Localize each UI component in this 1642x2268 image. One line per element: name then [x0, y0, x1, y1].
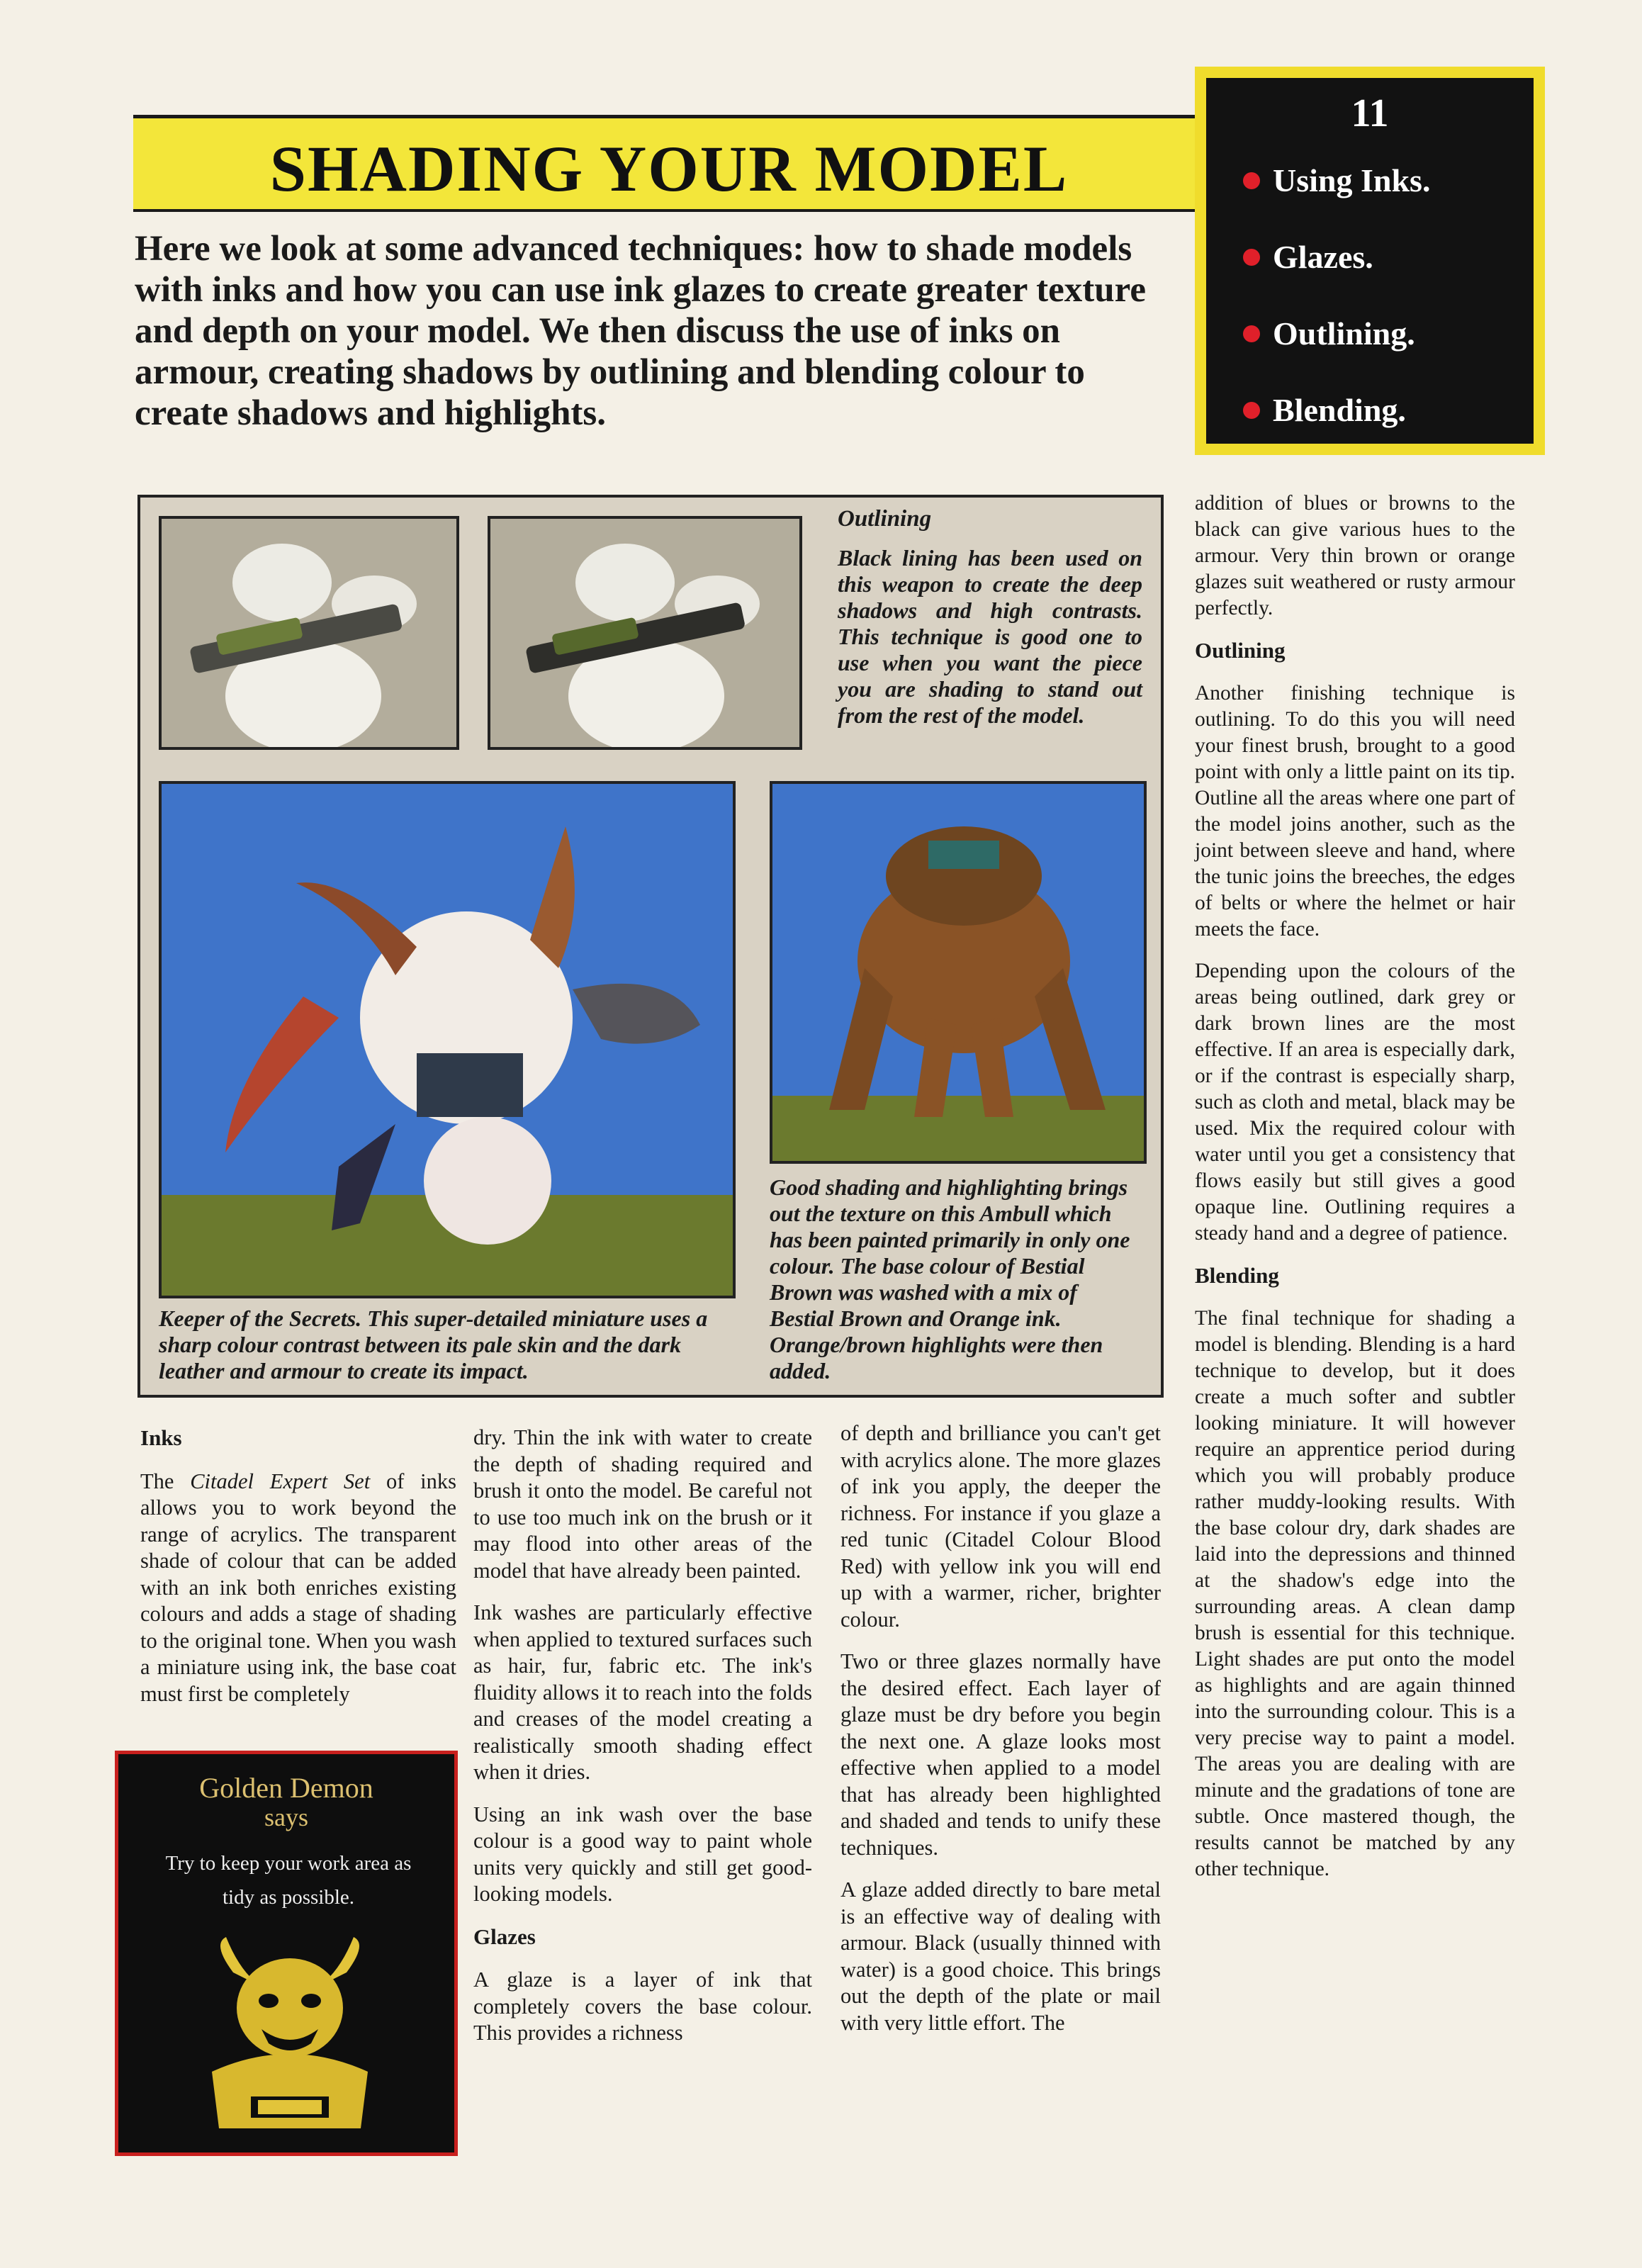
chapter-item: Blending. — [1243, 391, 1406, 429]
weapon-photo-before — [159, 516, 459, 750]
chapter-item: Using Inks. — [1243, 162, 1430, 199]
bullet-icon — [1243, 249, 1260, 266]
golden-demon-subtitle: says — [264, 1803, 308, 1831]
col4-paragraph-1: addition of blues or browns to the black can give various hues to the armour. Very thin brown or orange glazes suit weathered or rusty armour perfectly. — [1195, 492, 1515, 619]
chapter-number: 11 — [1351, 91, 1389, 135]
glazes-heading: Glazes — [473, 1924, 536, 1949]
bullet-icon — [1243, 402, 1260, 419]
outlining-caption-text: Black lining has been used on this weapon to create the deep shadows and high contrasts. This technique is good one to use when you want the piece you are shading to stand out from the rest of the model. — [838, 545, 1142, 728]
chapter-box — [1206, 78, 1534, 444]
golden-demon-tip: Try to keep your work area as tidy as possible. — [165, 1852, 412, 1909]
ambull-caption: Good shading and highlighting brings out the texture on this Ambull which has been painted primarily in only one colour. The base colour of Bestial Brown was washed with a mix of Bestial Brown and Orange ink. Orange/brown highlights were then added. — [770, 1174, 1130, 1383]
inks-paragraph: The Citadel Expert Set of inks allows you to work beyond the range of acrylics. The transparent shade of colour that can be added with an ink both enriches existing colours and adds a stage of shading to the original tone. When you wash a miniature using ink, the base coat must first be completely — [140, 1469, 457, 1706]
golden-demon-title: Golden Demon — [199, 1772, 373, 1804]
col3-paragraph-3: A glaze added directly to bare metal is an effective way of dealing with armour. Black (usually thinned with water) is a good choice. This brings out the depth of the plate or mail with very little effort. The — [840, 1877, 1161, 2035]
chapter-item: Outlining. — [1243, 315, 1415, 352]
outlining-caption — [838, 506, 1142, 729]
col4-paragraph-4: The final technique for shading a model is blending. Blending is a hard technique to develop, but it does create a much softer and subtler looking miniature. It will however require an apprentice period during which you will probably produce rather muddy-looking results. With the base colour dry, dark shades are laid into the depressions and thinned at the shadow's edge into the surrounding areas. A clean damp brush is essential for this technique. Light shades are put onto the model as highlights and are again thinned into the surrounding colour. This is a very precise way to paint a model. The areas you are dealing with are minute and the gradations of tone are subtle. Once mastered though, the results cannot be matched by any other technique. — [1195, 1307, 1515, 1880]
col2-paragraph-1: dry. Thin the ink with water to create the depth of shading required and brush it onto the model. Be careful not to use too much ink on the brush or it may flood into other areas of the model that have already been painted. — [473, 1425, 812, 1583]
intro-paragraph: Here we look at some advanced techniques: how to shade models with inks and how you can use ink glazes to create greater texture and depth on your model. We then discuss the use of inks on armour, creating shadows by outlining and blending colour to create shadows and highlights. — [135, 229, 1147, 433]
blending-heading: Blending — [1195, 1263, 1279, 1288]
golden-demon-emblem-icon — [184, 1930, 396, 2143]
col2-paragraph-2: Ink washes are particularly effective when applied to textured surfaces such as hair, fur, fabric etc. The ink's fluidity allows it to reach into the folds and creases of the model creating a realistically smooth shading effect when it dries. — [473, 1600, 812, 1784]
col3-paragraph-1: of depth and brilliance you can't get with acrylics alone. The more glazes of ink you apply, the deeper the richness. For instance if you glaze a red tunic (Citadel Colour Blood Red) with yellow ink you will end up with a warmer, richer, brighter colour. — [840, 1421, 1161, 1632]
keeper-caption: Keeper of the Secrets. This super-detailed miniature uses a sharp colour contrast between its pale skin and the dark leather and armour to create its impact. — [159, 1306, 708, 1383]
weapon-photo-after — [488, 516, 802, 750]
column-3 — [840, 1420, 1161, 2052]
title-bar — [133, 115, 1205, 212]
photo-panel — [137, 495, 1164, 1398]
column-2 — [473, 1425, 812, 2062]
col3-paragraph-2: Two or three glazes normally have the desired effect. Each layer of glaze must be dry before you begin the next one. A glaze looks most effective when applied to a model that has already been highlighted and shaded and tends to unify these techniques. — [840, 1649, 1161, 1860]
bullet-icon — [1243, 172, 1260, 189]
outlining-caption-heading: Outlining — [838, 506, 932, 532]
column-4 — [1195, 490, 1515, 1898]
page-title: SHADING YOUR MODEL — [269, 133, 1069, 205]
col4-paragraph-3: Depending upon the colours of the areas being outlined, dark grey or dark brown lines are the most effective. If an area is especially dark, or if the contrast is especially sharp, such as cloth and metal, black may be used. Mix the required colour with water until you get a consistency that flows easily but still gives a good opaque line. Outlining requires a steady hand and a degree of patience. — [1195, 960, 1515, 1245]
chapter-item: Glazes. — [1243, 238, 1373, 276]
column-inks — [140, 1425, 456, 1723]
outlining-heading: Outlining — [1195, 638, 1286, 663]
col2-paragraph-4: A glaze is a layer of ink that completely covers the base colour. This provides a richness — [473, 1967, 812, 2045]
golden-demon-box — [115, 1751, 458, 2156]
ambull-photo — [770, 781, 1147, 1164]
col4-paragraph-2: Another finishing technique is outlining. To do this you will need your finest brush, brought to a good point with only a little paint on its tip. Outline all the areas where one part of the model joins another, such as the joint between sleeve and hand, where the tunic joins the breeches, the edges of belts or where the helmet or hair meets the face. — [1195, 682, 1515, 941]
inks-heading: Inks — [140, 1425, 182, 1450]
col2-paragraph-3: Using an ink wash over the base colour is a good way to paint whole units very quickly and still get good-looking models. — [473, 1802, 812, 1906]
bullet-icon — [1243, 325, 1260, 342]
chapter-box-frame — [1195, 67, 1545, 455]
keeper-of-secrets-photo — [159, 781, 736, 1298]
